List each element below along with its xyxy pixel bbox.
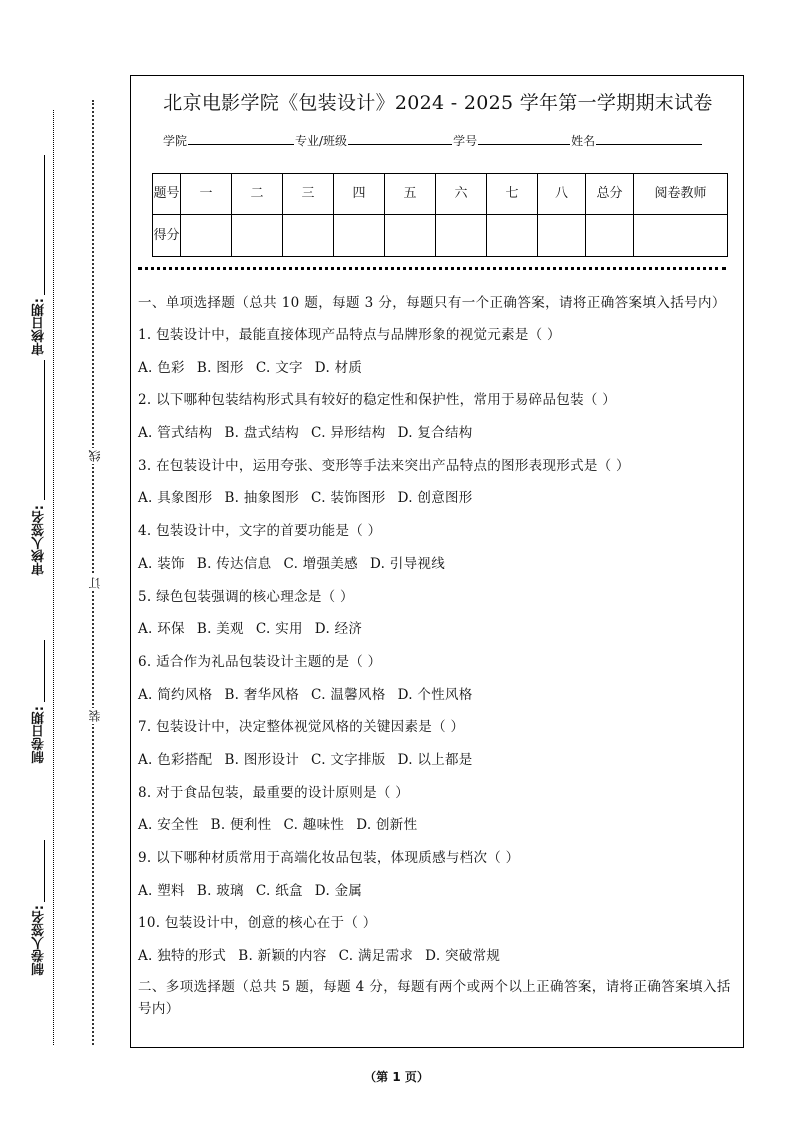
question-text: 9. 以下哪种材质常用于高端化妆品包装，体现质感与档次（ ）	[138, 850, 520, 866]
option: B. 图形设计	[224, 751, 300, 768]
question-options	[138, 548, 742, 581]
grader-header: 阅卷教师	[634, 174, 728, 215]
question-options	[138, 482, 742, 515]
option: B. 盘式结构	[224, 425, 300, 442]
option: B. 新颖的内容	[238, 948, 327, 965]
question-text: 1. 包装设计中，最能直接体现产品特点与品牌形象的视觉元素是（ ）	[138, 327, 561, 343]
page-number: （第 1 页）	[364, 1070, 429, 1084]
score-col-header: 六	[436, 174, 487, 215]
exam-frame	[130, 75, 744, 1048]
option: C. 温馨风格	[311, 686, 386, 703]
option: D. 突破常规	[425, 948, 501, 965]
option: C. 文字	[255, 359, 303, 376]
option: A. 装饰	[138, 555, 185, 572]
question-text: 7. 包装设计中，决定整体视觉风格的关键因素是（ ）	[138, 719, 465, 736]
option: D. 个性风格	[397, 686, 473, 703]
binding-line	[92, 100, 94, 1045]
question-text: 10. 包装设计中，创意的核心在于（ ）	[138, 915, 377, 932]
score-col-header: 八	[538, 174, 586, 215]
section-one-heading: 一、单项选择题（总共 10 题，每题 3 分，每题只有一个正确答案，请将正确答案填入括号内）	[138, 295, 726, 311]
option: D. 创新性	[356, 817, 418, 834]
option: C. 异形结构	[311, 425, 386, 442]
student-id-field[interactable]	[478, 132, 570, 145]
option: C. 实用	[255, 621, 303, 638]
review-date-line	[44, 155, 45, 295]
score-cell[interactable]	[538, 215, 586, 257]
score-cell[interactable]	[334, 215, 385, 257]
option: A. 安全性	[138, 817, 199, 834]
binding-word-staple: 订	[88, 577, 102, 589]
college-label: 学院	[163, 134, 188, 148]
option: D. 经济	[314, 621, 363, 638]
option: D. 引导视线	[369, 555, 446, 572]
prepare-date-label: 制卷日期:	[32, 706, 47, 764]
score-table-question-header: 题号	[153, 174, 181, 215]
score-col-header: 四	[334, 174, 385, 215]
score-cell[interactable]	[487, 215, 538, 257]
student-id-label: 学号	[453, 134, 478, 148]
question-text: 6. 适合作为礼品包装设计主题的是（ ）	[138, 653, 382, 670]
score-table-score-header: 得分	[153, 215, 181, 257]
score-cell[interactable]	[181, 215, 232, 257]
exam-body	[138, 292, 742, 1020]
score-col-header: 一	[181, 174, 232, 215]
question-text: 2. 以下哪种包装结构形式具有较好的稳定性和保护性，常用于易碎品包装（ ）	[138, 392, 617, 409]
option: A. 具象图形	[138, 490, 213, 507]
option: A. 独特的形式	[138, 948, 227, 965]
score-cell[interactable]	[385, 215, 436, 257]
reviewer-signature-line	[44, 360, 45, 500]
question-text: 5. 绿色包装强调的核心理念是（ ）	[138, 588, 354, 605]
exam-title: 北京电影学院《包装设计》2024 - 2025 学年第一学期期末试卷	[163, 92, 713, 114]
score-cell[interactable]	[232, 215, 283, 257]
question-options	[138, 940, 742, 973]
question-text: 3. 在包装设计中，运用夸张、变形等手法来突出产品特点的图形表现形式是（ ）	[138, 457, 630, 474]
score-col-header: 七	[487, 174, 538, 215]
score-col-header: 二	[232, 174, 283, 215]
option: B. 便利性	[210, 817, 272, 834]
option: C. 增强美感	[283, 555, 358, 572]
option: B. 美观	[196, 621, 244, 638]
score-cell[interactable]	[586, 215, 634, 257]
option: C. 纸盒	[255, 882, 303, 899]
preparer-signature-line	[44, 840, 45, 902]
score-col-header: 五	[385, 174, 436, 215]
option: A. 塑料	[138, 882, 185, 899]
student-info-row	[163, 132, 703, 149]
prepare-date-line	[44, 640, 45, 702]
option: C. 满足需求	[338, 948, 414, 965]
name-field[interactable]	[596, 132, 702, 145]
question-options	[138, 613, 742, 646]
option: D. 创意图形	[397, 490, 473, 507]
option: D. 以上都是	[397, 751, 473, 768]
option: A. 色彩	[138, 359, 185, 376]
option: A. 色彩搭配	[138, 751, 213, 768]
name-label: 姓名	[571, 134, 596, 148]
score-cell[interactable]	[436, 215, 487, 257]
question-text: 4. 包装设计中，文字的首要功能是（ ）	[138, 523, 382, 540]
reviewer-signature-label: 审核人签名:	[32, 505, 47, 576]
preparer-signature-label: 制卷人签名:	[32, 905, 47, 976]
option: D. 复合结构	[397, 425, 473, 442]
score-col-header: 三	[283, 174, 334, 215]
score-table	[152, 173, 728, 257]
grader-cell[interactable]	[634, 215, 728, 257]
option: D. 材质	[314, 359, 363, 376]
option: B. 图形	[196, 359, 244, 376]
binding-word-line: 线	[88, 450, 102, 462]
option: B. 奢华风格	[224, 686, 300, 703]
option: C. 装饰图形	[311, 490, 386, 507]
question-options	[138, 417, 742, 450]
option: D. 金属	[314, 882, 363, 899]
question-options	[138, 809, 742, 842]
question-options	[138, 352, 742, 385]
option: B. 传达信息	[196, 555, 272, 572]
question-options	[138, 875, 742, 908]
option: C. 文字排版	[311, 751, 386, 768]
question-options	[138, 679, 742, 712]
question-options	[138, 744, 742, 777]
option: B. 玻璃	[196, 882, 244, 899]
score-col-header: 总分	[586, 174, 634, 215]
option: A. 管式结构	[138, 425, 213, 442]
major-field[interactable]	[348, 132, 452, 145]
option: B. 抽象图形	[224, 490, 300, 507]
option: A. 环保	[138, 621, 185, 638]
question-text: 8. 对于食品包装，最重要的设计原则是（ ）	[138, 784, 410, 801]
major-label: 专业/班级	[295, 134, 348, 148]
section-two-heading: 二、多项选择题（总共 5 题，每题 4 分，每题有两个或两个以上正确答案，请将正确答案填入括号内）	[138, 978, 731, 1017]
option: C. 趣味性	[283, 817, 345, 834]
section-divider	[138, 267, 726, 270]
review-date-label: 审核日期:	[32, 298, 47, 356]
binding-word-fold: 装	[88, 710, 102, 722]
option: A. 简约风格	[138, 686, 213, 703]
college-field[interactable]	[188, 132, 294, 145]
score-cell[interactable]	[283, 215, 334, 257]
outer-dotted-line	[53, 110, 54, 1045]
